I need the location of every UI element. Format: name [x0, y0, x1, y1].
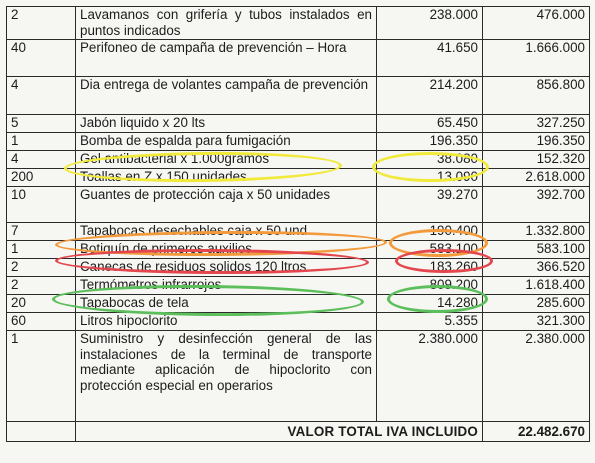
blank-cell	[7, 422, 76, 442]
quantity-cell: 2	[7, 7, 76, 40]
quantity-cell: 1	[7, 241, 76, 259]
description-cell: Perifoneo de campaña de prevención – Hora	[76, 40, 377, 77]
unit-price-cell: 190.400	[377, 223, 483, 241]
unit-price-cell: 39.270	[377, 187, 483, 223]
total-price-cell: 2.618.000	[483, 169, 590, 187]
quantity-cell: 60	[7, 313, 76, 331]
quantity-cell: 10	[7, 187, 76, 223]
total-price-cell: 321.300	[483, 313, 590, 331]
total-row	[7, 422, 590, 442]
unit-price-cell: 13.090	[377, 169, 483, 187]
unit-price-cell: 196.350	[377, 133, 483, 151]
description-cell: Litros hipoclorito	[76, 313, 377, 331]
description-cell: Gel antibacterial x 1.000gramos	[76, 151, 377, 169]
quantity-cell: 1	[7, 133, 76, 151]
quantity-cell: 2	[7, 259, 76, 277]
table-row	[7, 241, 590, 259]
unit-price-cell: 809.200	[377, 277, 483, 295]
total-price-cell: 476.000	[483, 7, 590, 40]
total-price-cell: 1.618.400	[483, 277, 590, 295]
description-cell: Botiquín de primeros auxilios	[76, 241, 377, 259]
table-row	[7, 277, 590, 295]
quantity-cell: 200	[7, 169, 76, 187]
quantity-cell: 4	[7, 77, 76, 115]
total-price-cell: 366.520	[483, 259, 590, 277]
quantity-cell: 4	[7, 151, 76, 169]
unit-price-cell: 38.080	[377, 151, 483, 169]
quantity-cell: 2	[7, 277, 76, 295]
unit-price-cell: 41.650	[377, 40, 483, 77]
table-row	[7, 187, 590, 223]
table-row	[7, 313, 590, 331]
description-cell: Guantes de protección caja x 50 unidades	[76, 187, 377, 223]
unit-price-cell: 2.380.000	[377, 331, 483, 422]
description-cell: Jabón liquido x 20 lts	[76, 115, 377, 133]
table-row	[7, 331, 590, 422]
total-price-cell: 1.666.000	[483, 40, 590, 77]
total-price-cell: 285.600	[483, 295, 590, 313]
unit-price-cell: 183.260	[377, 259, 483, 277]
description-cell: Suministro y desinfección general de las instalaciones de la terminal de transporte mediante aplicación de hipoclorito con protección especial en operarios	[76, 331, 377, 422]
table-row	[7, 295, 590, 313]
grand-total-label: VALOR TOTAL IVA INCLUIDO	[76, 422, 483, 442]
total-price-cell: 1.332.800	[483, 223, 590, 241]
quotation-table	[6, 6, 590, 442]
table-row	[7, 259, 590, 277]
table-row	[7, 223, 590, 241]
quantity-cell: 5	[7, 115, 76, 133]
table-row	[7, 77, 590, 115]
unit-price-cell: 5.355	[377, 313, 483, 331]
total-price-cell: 152.320	[483, 151, 590, 169]
table-row	[7, 40, 590, 77]
total-price-cell: 196.350	[483, 133, 590, 151]
total-price-cell: 327.250	[483, 115, 590, 133]
description-cell: Toallas en Z x 150 unidades	[76, 169, 377, 187]
table-row	[7, 7, 590, 40]
description-cell: Bomba de espalda para fumigación	[76, 133, 377, 151]
table-row	[7, 169, 590, 187]
unit-price-cell: 238.000	[377, 7, 483, 40]
quantity-cell: 1	[7, 331, 76, 422]
description-cell: Lavamanos con grifería y tubos instalados en puntos indicados	[76, 7, 377, 40]
unit-price-cell: 214.200	[377, 77, 483, 115]
description-cell: Tapabocas de tela	[76, 295, 377, 313]
quantity-cell: 40	[7, 40, 76, 77]
unit-price-cell: 14.280	[377, 295, 483, 313]
total-price-cell: 392.700	[483, 187, 590, 223]
description-cell: Termómetros infrarrojos	[76, 277, 377, 295]
quantity-cell: 20	[7, 295, 76, 313]
total-price-cell: 2.380.000	[483, 331, 590, 422]
unit-price-cell: 65.450	[377, 115, 483, 133]
description-cell: Tapabocas desechables caja x 50 und	[76, 223, 377, 241]
unit-price-cell: 583.100	[377, 241, 483, 259]
grand-total-value: 22.482.670	[483, 422, 590, 442]
table-row	[7, 151, 590, 169]
description-cell: Dia entrega de volantes campaña de prevención	[76, 77, 377, 115]
total-price-cell: 583.100	[483, 241, 590, 259]
description-cell: Canecas de residuos solidos 120 ltros	[76, 259, 377, 277]
table-row	[7, 115, 590, 133]
total-price-cell: 856.800	[483, 77, 590, 115]
quantity-cell: 7	[7, 223, 76, 241]
table-row	[7, 133, 590, 151]
